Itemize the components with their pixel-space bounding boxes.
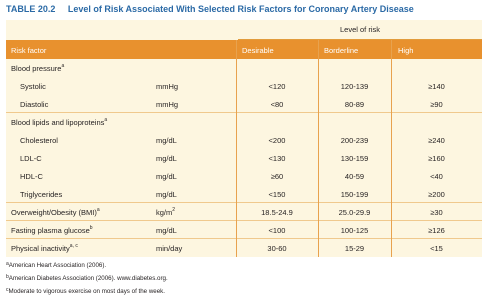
desirable-cell: 18.5-24.9 [261, 208, 293, 217]
borderline-cell: 150-199 [340, 190, 369, 199]
table-title [6, 4, 414, 18]
table-row [6, 239, 482, 257]
desirable-cell: <80 [270, 100, 284, 109]
col-high: High [398, 46, 414, 55]
column-divider-2 [318, 40, 319, 257]
column-header-row [6, 40, 482, 59]
high-cell: ≥200 [428, 190, 445, 199]
borderline-cell: 25.0-29.9 [338, 208, 371, 217]
desirable-cell: 30-60 [267, 244, 287, 253]
level-of-risk-header [6, 20, 482, 40]
footnote-a: $^a$American Heart Association (2006). [6, 261, 107, 269]
risk-factor-label: Systolic [20, 82, 46, 91]
unit-cell: mg/dL [156, 154, 177, 163]
unit-cell: mg/dL [156, 190, 177, 199]
borderline-cell: 80-89 [344, 100, 365, 109]
section-label: Blood pressure$^a$ [11, 63, 65, 73]
table-row [6, 149, 482, 167]
section-label: Blood lipids and lipoproteins$^a$ [11, 117, 108, 127]
table-row [6, 131, 482, 149]
table-row [6, 95, 482, 113]
desirable-cell: <100 [268, 226, 286, 235]
high-cell: ≥140 [428, 82, 445, 91]
high-cell: ≥90 [430, 100, 443, 109]
high-cell: ≥126 [428, 226, 445, 235]
unit-cell: mg/dL [156, 172, 177, 181]
borderline-cell: 100-125 [340, 226, 369, 235]
column-divider-1 [236, 40, 237, 257]
footnote-c: $^c$Moderate to vigorous exercise on most days of the week. [6, 287, 165, 295]
borderline-cell: 130-159 [340, 154, 369, 163]
unit-cell: mmHg [156, 82, 179, 91]
table-body [6, 59, 482, 257]
table-row [6, 221, 482, 239]
table-row [6, 185, 482, 203]
unit-cell: mg/dL [156, 136, 177, 145]
risk-factor-label: Triglycerides [20, 190, 63, 199]
unit-cell: mmHg [156, 100, 179, 109]
col-borderline: Borderline [324, 46, 359, 55]
col-desirable: Desirable [242, 46, 274, 55]
borderline-cell: 200-239 [340, 136, 369, 145]
level-of-risk-label: Level of risk [339, 25, 381, 34]
section-row [6, 59, 482, 77]
borderline-cell: 15-29 [344, 244, 365, 253]
desirable-cell: <150 [268, 190, 286, 199]
high-cell: ≥30 [430, 208, 443, 217]
desirable-cell: ≥60 [270, 172, 284, 181]
table-row [6, 77, 482, 95]
section-row [6, 113, 482, 131]
footnote-b: $^b$American Diabetes Association (2006). www.diabetes.org. [6, 274, 168, 282]
borderline-cell: 40-59 [344, 172, 365, 181]
desirable-cell: <200 [268, 136, 286, 145]
unit-cell: min/day [156, 244, 183, 253]
col-risk-factor: Risk factor [11, 46, 47, 55]
column-divider-3 [391, 40, 392, 257]
risk-factor-label: Physical inactivity$^{a, c}$ [11, 243, 78, 253]
risk-factor-label: Cholesterol [20, 136, 58, 145]
unit-cell: $kg/m^2$ [156, 207, 176, 217]
risk-factor-label: HDL-C [20, 172, 43, 181]
risk-factor-label: Overweight/Obesity (BMI)$^a$ [11, 207, 100, 217]
table-row [6, 167, 482, 185]
risk-table [6, 20, 482, 257]
risk-factor-label: Fasting plasma glucose$^b$ [11, 225, 93, 235]
table-caption: Level of Risk Associated With Selected Risk Factors for Coronary Artery Disease [67, 4, 414, 14]
risk-factor-label: Diastolic [20, 100, 49, 109]
high-cell: ≥240 [428, 136, 445, 145]
unit-cell: mg/dL [156, 226, 177, 235]
high-cell: <15 [430, 244, 443, 253]
desirable-cell: <120 [268, 82, 286, 91]
table-number: TABLE 20.2 [6, 4, 56, 14]
desirable-cell: <130 [268, 154, 286, 163]
high-cell: <40 [430, 172, 443, 181]
high-cell: ≥160 [428, 154, 445, 163]
table-row [6, 203, 482, 221]
borderline-cell: 120-139 [340, 82, 369, 91]
risk-factor-label: LDL-C [20, 154, 42, 163]
